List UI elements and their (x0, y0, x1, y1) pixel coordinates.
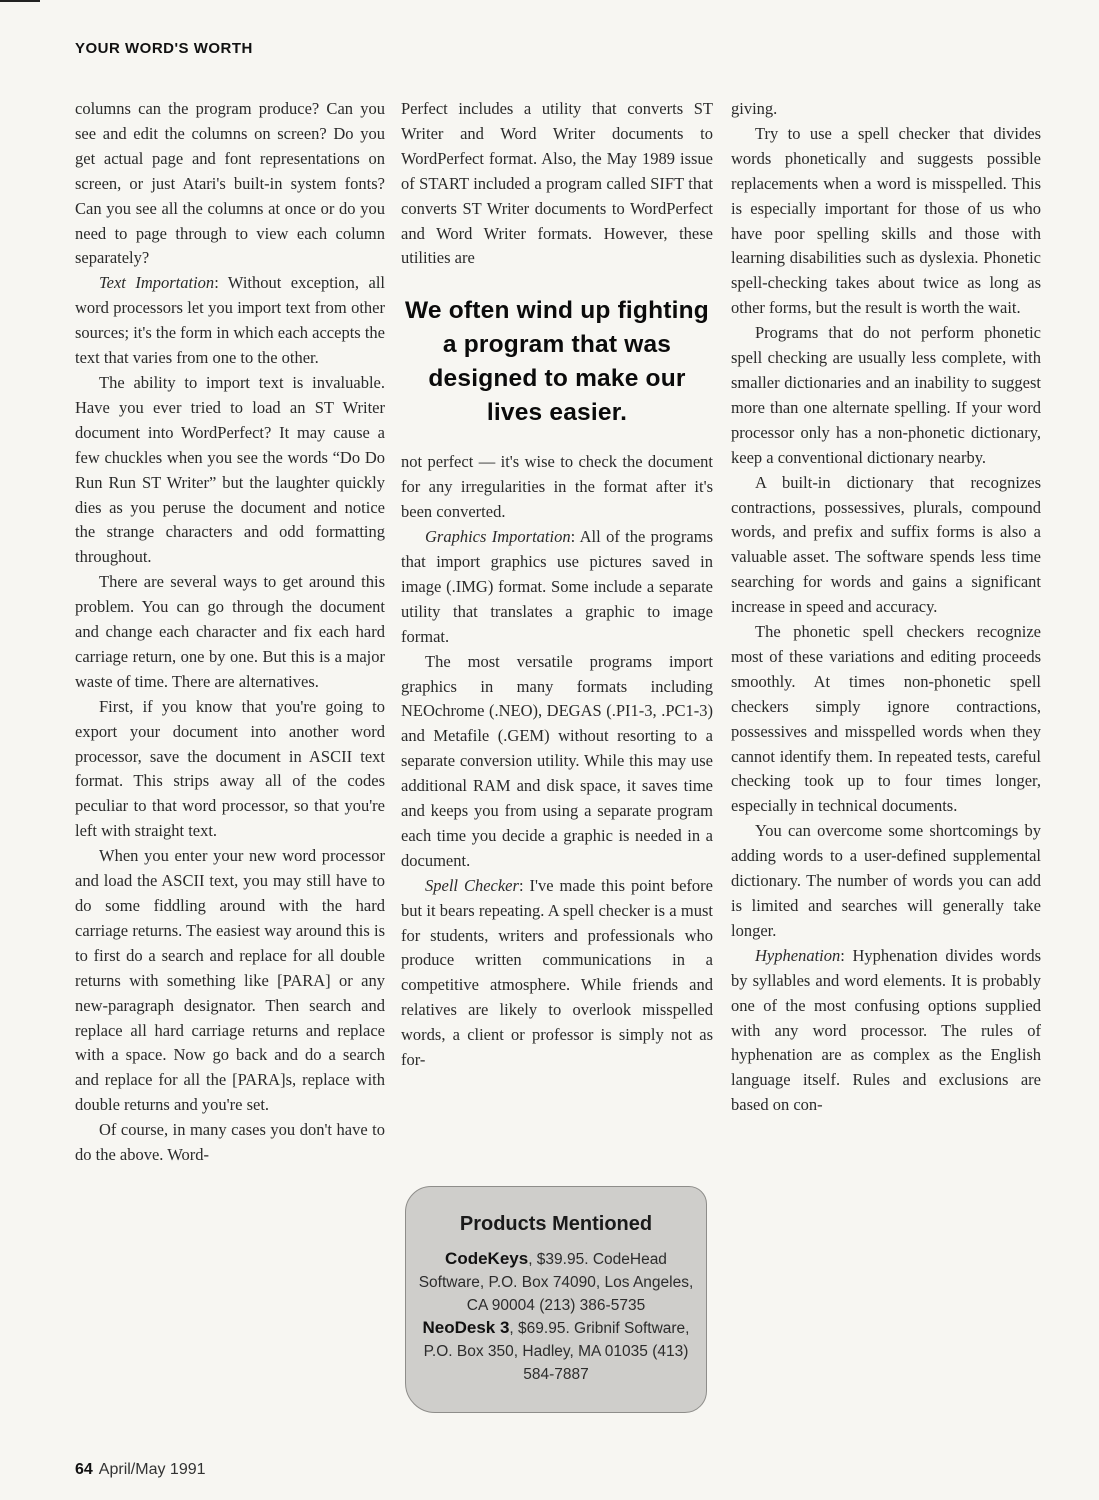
product-entry (406, 1248, 706, 1317)
product-name: NeoDesk 3 (422, 1318, 510, 1338)
paragraph: giving. (731, 99, 778, 118)
product-entry (406, 1317, 706, 1386)
column-2 (401, 97, 713, 1073)
section-lead: Hyphenation (755, 945, 841, 965)
paragraph: You can overcome some shortcomings by adding words to a user-defined supplemental dictionary. The number of words you can add is limited and searches will generally take longer. (731, 821, 1041, 940)
paragraph: Of course, in many cases you don't have to do the above. Word- (75, 1120, 385, 1165)
paragraph (731, 944, 1041, 1118)
paragraph-text: : Without exception, all word processors let you import text from other sources; it's the form in which each accepts the text that varies from one to the other. (75, 273, 385, 368)
column-3 (731, 97, 1041, 1118)
paragraph (401, 874, 713, 1073)
paragraph: First, if you know that you're going to export your document into another word processor, save the document in ASCII text format. This strips away all of the codes peculiar to that word processor, so that you're left with straight text. (75, 696, 385, 841)
paragraph: The most versatile programs import graphics in many formats including NEOchrome (.NEO), DEGAS (.PI1-3, .PC1-3) and Metafile (.GEM) without resorting to a separate conversion utility. While this may use additional RAM and disk space, it saves time and keeps you from using a separate program each time you decide a graphic is needed in a document. (401, 651, 713, 870)
paragraph: The ability to import text is invaluable. Have you ever tried to load an ST Writer document into WordPerfect? It may cause a few chuckles when you see the words “Do Do Run Run ST Writer” but the laughter quickly dies as you peruse the document and notice the strange characters and odd formatting throughout. (75, 372, 385, 567)
products-title: Products Mentioned (459, 1213, 653, 1235)
paragraph-text: : I've made this point before but it bears repeating. A spell checker is a must for students, writers and professionals who produce written communications in a competitive atmosphere. While friends and relatives are likely to overlook misspelled words, a client or professor is simply not as for- (401, 875, 713, 1070)
paragraph (401, 525, 713, 650)
page-number: 64 (75, 1461, 93, 1478)
paragraph: Perfect includes a utility that converts ST Writer and Word Writer documents to WordPerfect format. Also, the May 1989 issue of START included a program called SIFT that converts ST Writer documents to WordPerfect and Word Writer formats. However, these utilities are (401, 99, 713, 268)
product-details: , $39.95. CodeHead Software, P.O. Box 74090, Los Angeles, CA 90004 (213) 386-5735 (418, 1251, 694, 1314)
paragraph: not perfect — it's wise to check the document for any irregularities in the format after it's been converted. (401, 452, 713, 522)
running-header: YOUR WORD'S WORTH (75, 40, 253, 57)
issue-date: April/May 1991 (98, 1461, 206, 1478)
paragraph: Programs that do not perform phonetic spell checking are usually less complete, with smaller dictionaries and an inability to suggest more than one alternate spelling. If your word processor only has a non-phonetic dictionary, keep a conventional dictionary nearby. (731, 323, 1041, 467)
paragraph-text: : Hyphenation divides words by syllables and word elements. It is probably one of the most confusing options supplied with any word processor. The rules of hyphenation are as complex as the English language itself. Rules and exclusions are based on con- (731, 945, 1041, 1115)
paragraph: The phonetic spell checkers recognize most of these variations and editing proceeds smoothly. At times non-phonetic spell checkers simply ignore contractions, possessives and misspelled words when they cannot identify them. In repeated tests, careful checking took up to four times longer, especially in technical documents. (731, 622, 1041, 816)
products-mentioned-box (405, 1186, 707, 1413)
column-1 (75, 97, 385, 1168)
paragraph: columns can the program produce? Can you see and edit the columns on screen? Do you get actual page and font representations on screen, or just Atari's built-in system fonts? Can you see all the columns at once or do you need to page through to view each column separately? (75, 99, 385, 268)
product-details: , $69.95. Gribnif Software, P.O. Box 350, Hadley, MA 01035 (413) 584-7887 (423, 1320, 690, 1383)
paragraph: Try to use a spell checker that divides words phonetically and suggests possible replacements when a word is misspelled. This is especially important for those of us who have poor spelling skills and those with learning disabilities such as dyslexia. Phonetic spell-checking takes about twice as long as other forms, but the result is worth the wait. (731, 123, 1041, 318)
pull-quote: We often wind up fighting a program that was designed to make our lives easier. (405, 297, 709, 427)
paragraph (75, 271, 385, 371)
section-lead: Text Importation (99, 273, 215, 293)
paragraph: There are several ways to get around this problem. You can go through the document and change each character and fix each hard carriage return, one by one. But this is a major waste of time. There are alternatives. (75, 572, 385, 691)
section-lead: Graphics Importation (425, 527, 571, 547)
paragraph-text: : All of the programs that import graphics use pictures saved in image (.IMG) format. Some include a separate utility that translates a graphic to image format. (401, 527, 714, 646)
paragraph: A built-in dictionary that recognizes contractions, possessives, plurals, compound words, and prefix and suffix forms is also a valuable asset. The software spends less time searching for words and gains a significant increase in speed and accuracy. (731, 472, 1041, 617)
section-lead: Spell Checker (425, 875, 519, 895)
paragraph: When you enter your new word processor and load the ASCII text, you may still have to do some fiddling around with the hard carriage returns. The easiest way around this is to first do a search and replace for all double returns with something like [PARA] or any new-paragraph designator. Then search and replace all hard carriage returns and replace with a space. Now go back and do a search and replace for all the [PARA]s, replace with double returns and you're set. (75, 846, 385, 1115)
top-rule (0, 0, 40, 2)
page-footer (75, 1461, 206, 1479)
product-name: CodeKeys (445, 1249, 529, 1268)
